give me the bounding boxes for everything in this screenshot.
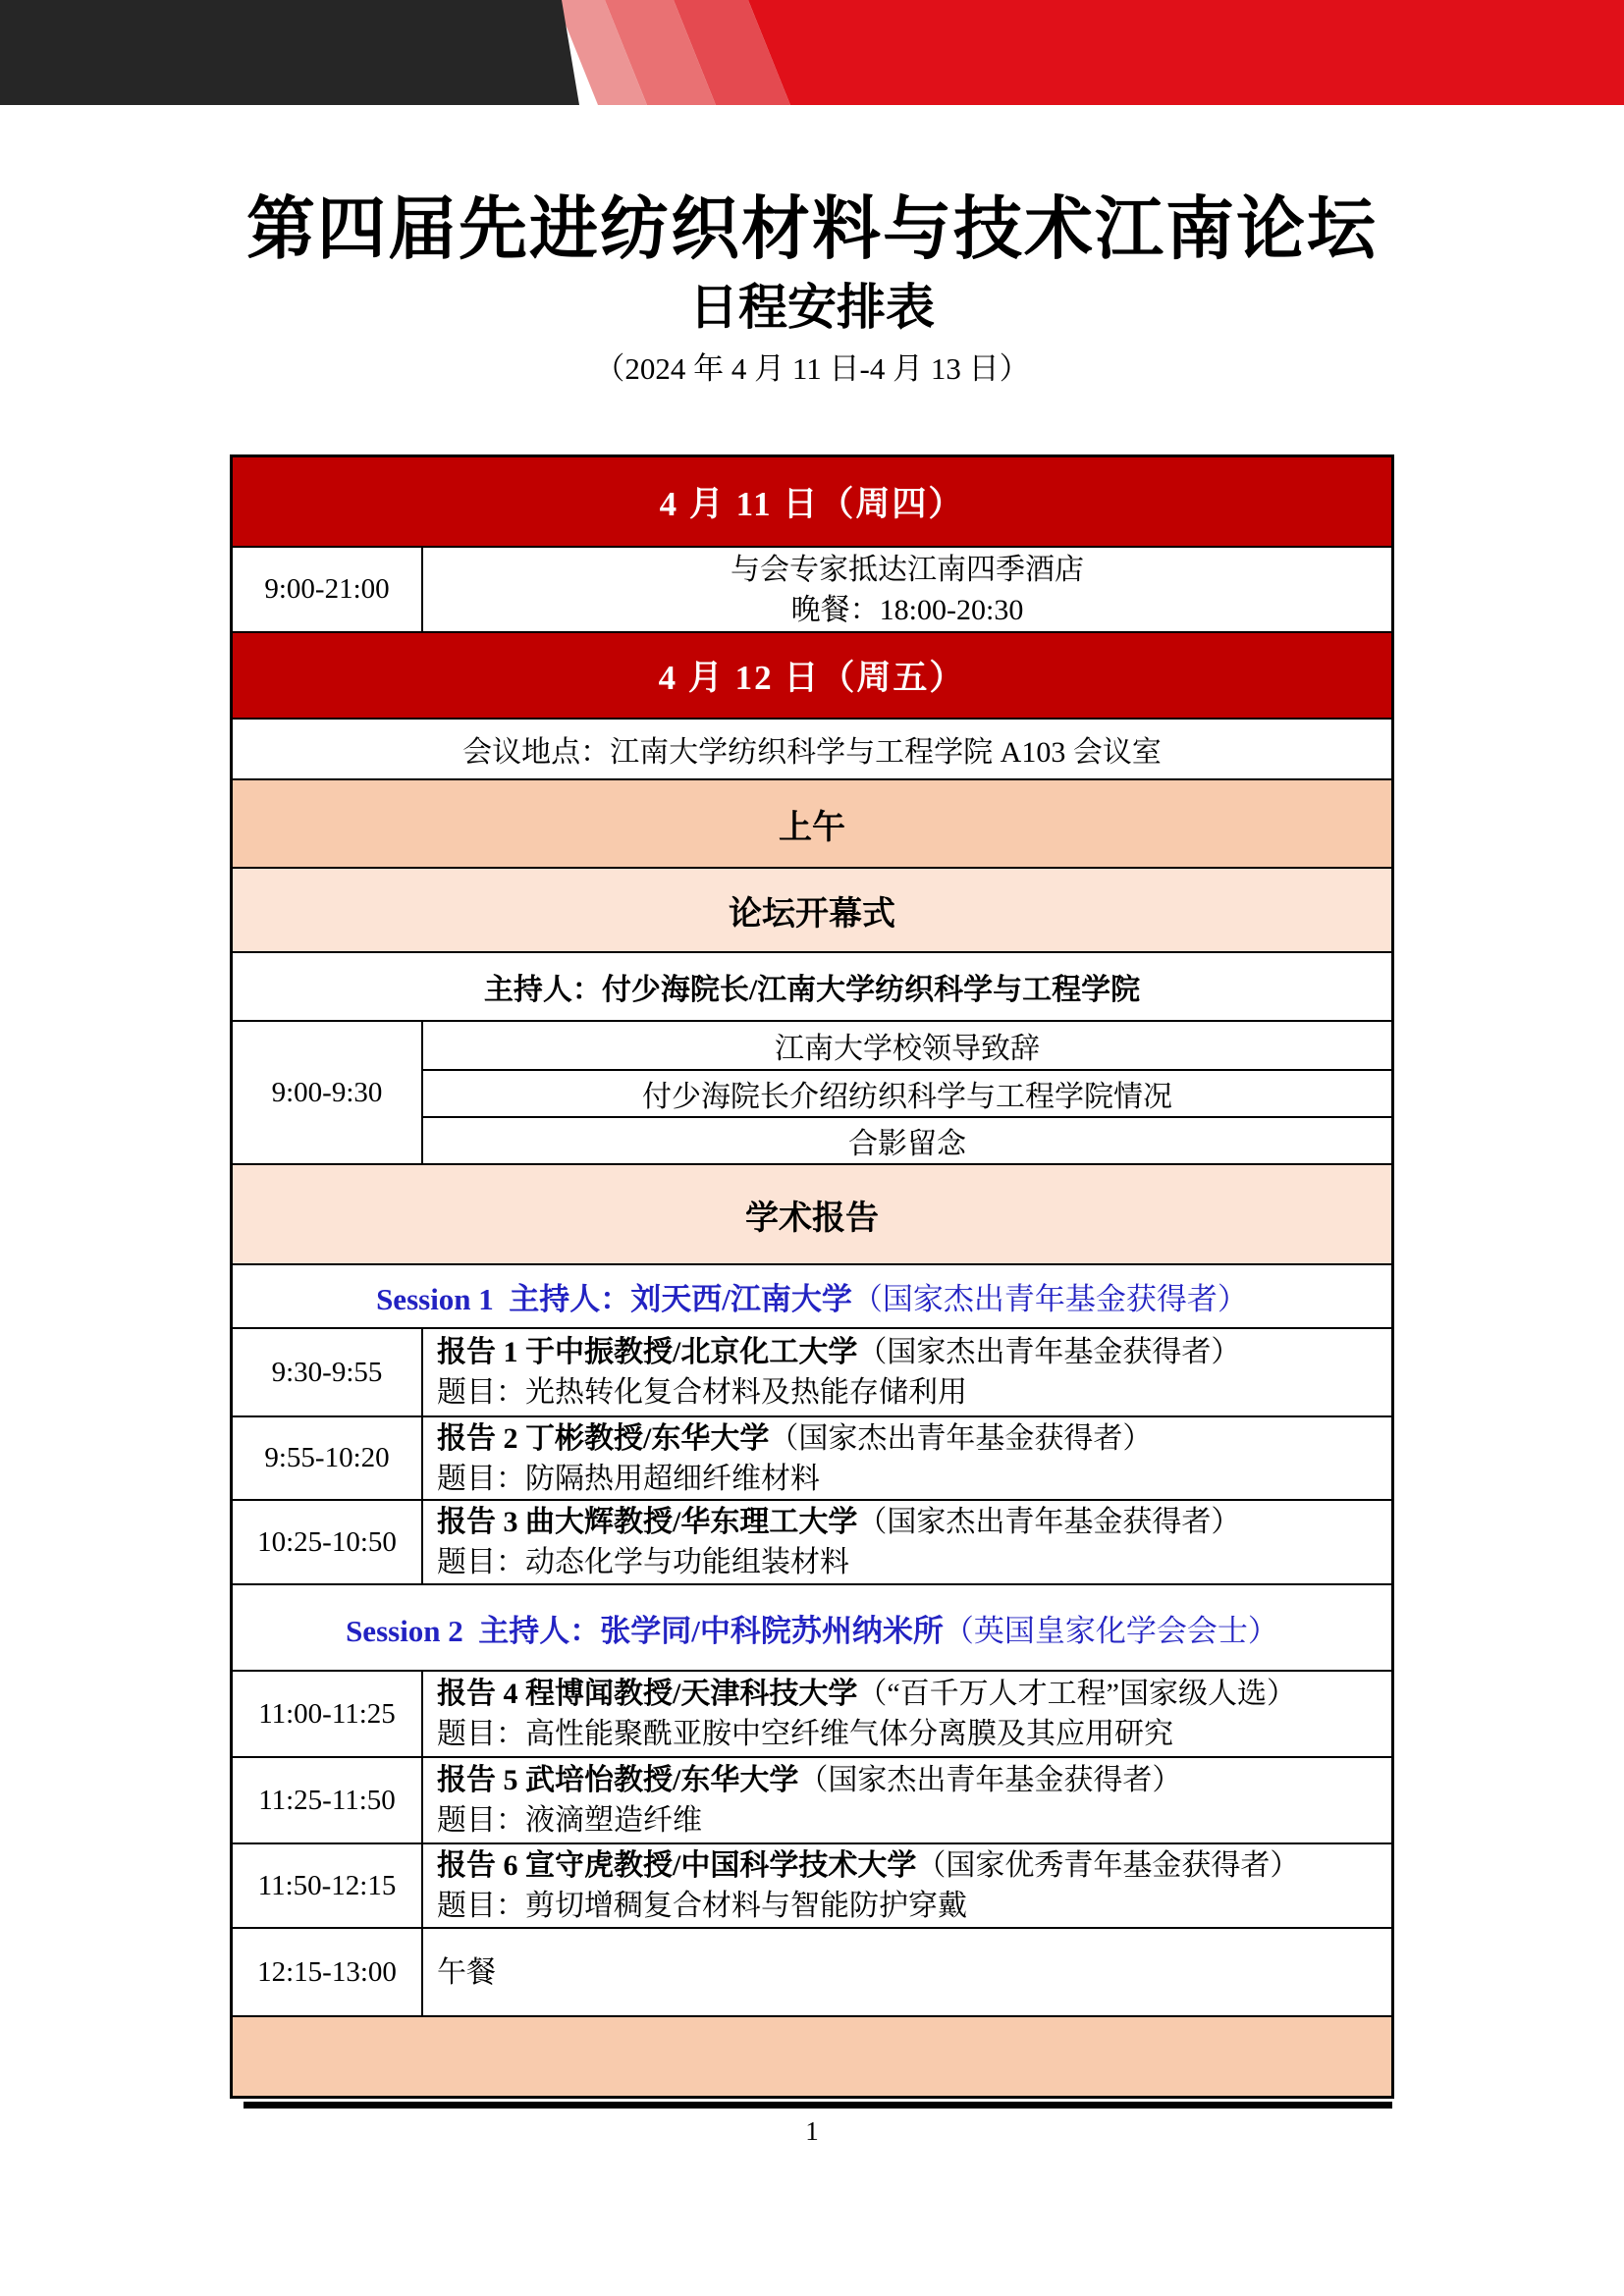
report4-note: （“百千万人才工程”国家级人选）	[857, 1678, 1296, 1710]
report4-speaker-line	[437, 1674, 1296, 1714]
lunch-time-cell: 12:15-13:00	[233, 1929, 423, 2015]
report2-speaker: 报告 2 丁彬教授/东华大学	[437, 1421, 770, 1455]
opening-item-2: 付少海院长介绍纺织科学与工程学院情况	[423, 1069, 1391, 1116]
report1-speaker: 报告 1 于中振教授/北京化工大学	[437, 1336, 858, 1368]
report4-topic: 题目：高性能聚酰亚胺中空纤维气体分离膜及其应用研究	[437, 1718, 1173, 1750]
day2-header-row	[233, 631, 1391, 718]
session1-label: Session 1	[376, 1282, 494, 1316]
footer-rule	[244, 2102, 1392, 2109]
report2-content-cell	[423, 1417, 1391, 1499]
page-subtitle: 日程安排表	[689, 280, 935, 335]
report6-note: （国家优秀青年基金获得者）	[916, 1849, 1300, 1882]
arrival-line-2: 晚餐：18:00-20:30	[790, 593, 1024, 626]
report6-time-cell: 11:50-12:15	[233, 1844, 423, 1927]
report3-speaker: 报告 3 曲大辉教授/华东理工大学	[437, 1506, 858, 1538]
report6-speaker-line	[437, 1845, 1299, 1886]
report1-row	[233, 1327, 1391, 1415]
report3-row	[233, 1499, 1391, 1583]
report2-time-cell: 9:55-10:20	[233, 1417, 423, 1499]
arrival-line-1: 与会专家抵达江南四季酒店	[731, 553, 1084, 586]
day2-header-label: 4 月 12 日（周五）	[658, 659, 966, 697]
session1-note: （国家杰出青年基金获得者）	[851, 1282, 1248, 1316]
report3-note: （国家杰出青年基金获得者）	[857, 1506, 1241, 1538]
page-title: 第四届先进纺织材料与技术江南论坛	[246, 190, 1378, 267]
opening-title-label: 论坛开幕式	[729, 895, 895, 933]
arrival-time-cell: 9:00-21:00	[233, 548, 423, 631]
session1-row	[233, 1263, 1391, 1327]
report6-topic: 题目：剪切增稠复合材料与智能防护穿戴	[437, 1890, 967, 1922]
report1-time-cell: 9:30-9:55	[233, 1329, 423, 1415]
report1-speaker-line	[437, 1332, 1240, 1372]
morning-label: 上午	[779, 809, 845, 846]
date-range: （2024 年 4 月 11 日-4 月 13 日）	[594, 351, 1030, 386]
opening-host-row	[233, 951, 1391, 1020]
report4-row	[233, 1670, 1391, 1756]
report5-row	[233, 1756, 1391, 1842]
schedule-table-wrap	[230, 454, 1394, 2099]
report3-speaker-line	[437, 1502, 1240, 1542]
report2-speaker-line	[437, 1418, 1152, 1459]
session2-note: （英国皇家化学会会士）	[943, 1613, 1278, 1648]
report6-row	[233, 1842, 1391, 1927]
session2-host: 主持人：张学同/中科院苏州纳米所	[478, 1613, 944, 1648]
session1-host: 主持人：刘天西/江南大学	[509, 1282, 852, 1316]
report4-time-cell: 11:00-11:25	[233, 1672, 423, 1756]
heading-block	[0, 105, 1624, 386]
report5-time-cell: 11:25-11:50	[233, 1758, 423, 1842]
opening-item-1: 江南大学校领导致辞	[775, 1033, 1040, 1065]
academic-title-label: 学术报告	[745, 1200, 879, 1237]
arrival-content-cell	[423, 548, 1391, 631]
report3-topic: 题目：动态化学与功能组装材料	[437, 1546, 849, 1578]
session2-label: Session 2	[346, 1613, 463, 1648]
report6-content-cell	[423, 1844, 1391, 1927]
report5-speaker: 报告 5 武培怡教授/东华大学	[437, 1764, 799, 1796]
opening-host-label: 主持人：付少海院长/江南大学纺织科学与工程学院	[483, 974, 1141, 1006]
lunch-row	[233, 1927, 1391, 2015]
schedule-table	[230, 454, 1394, 2099]
day1-header-label: 4 月 11 日（周四）	[659, 485, 965, 523]
morning-row	[233, 778, 1391, 867]
opening-title-row	[233, 867, 1391, 951]
session2-row	[233, 1583, 1391, 1670]
report2-note: （国家杰出青年基金获得者）	[769, 1421, 1153, 1455]
report1-note: （国家杰出青年基金获得者）	[857, 1336, 1241, 1368]
page-number: 1	[805, 2116, 819, 2146]
report5-note: （国家杰出青年基金获得者）	[798, 1764, 1182, 1796]
day1-header-row	[233, 457, 1391, 546]
report5-content-cell	[423, 1758, 1391, 1842]
top-banner	[0, 0, 1624, 105]
opening-time-cell: 9:00-9:30	[233, 1022, 423, 1163]
academic-title-row	[233, 1163, 1391, 1263]
lunch-label: 午餐	[437, 1955, 496, 1989]
report4-speaker: 报告 4 程博闻教授/天津科技大学	[437, 1678, 858, 1710]
opening-items-row	[233, 1020, 1391, 1163]
location-label: 会议地点：江南大学纺织科学与工程学院 A103 会议室	[462, 736, 1162, 769]
report3-time-cell: 10:25-10:50	[233, 1501, 423, 1583]
report2-topic: 题目：防隔热用超细纤维材料	[437, 1462, 820, 1495]
report2-row	[233, 1415, 1391, 1499]
report1-content-cell	[423, 1329, 1391, 1415]
report5-topic: 题目：液滴塑造纤维	[437, 1804, 702, 1837]
report4-content-cell	[423, 1672, 1391, 1756]
arrival-row	[233, 546, 1391, 631]
session2-line	[346, 1606, 1278, 1650]
report1-topic: 题目：光热转化复合材料及热能存储利用	[437, 1376, 967, 1409]
opening-items-cell	[423, 1022, 1391, 1163]
opening-item-3: 合影留念	[423, 1116, 1391, 1163]
report5-speaker-line	[437, 1760, 1181, 1800]
location-row	[233, 718, 1391, 778]
report6-speaker: 报告 6 宣守虎教授/中国科学技术大学	[437, 1849, 917, 1882]
report3-content-cell	[423, 1501, 1391, 1583]
session1-line	[376, 1274, 1248, 1318]
empty-peach-row	[233, 2015, 1391, 2096]
lunch-content-cell	[423, 1929, 1391, 2015]
